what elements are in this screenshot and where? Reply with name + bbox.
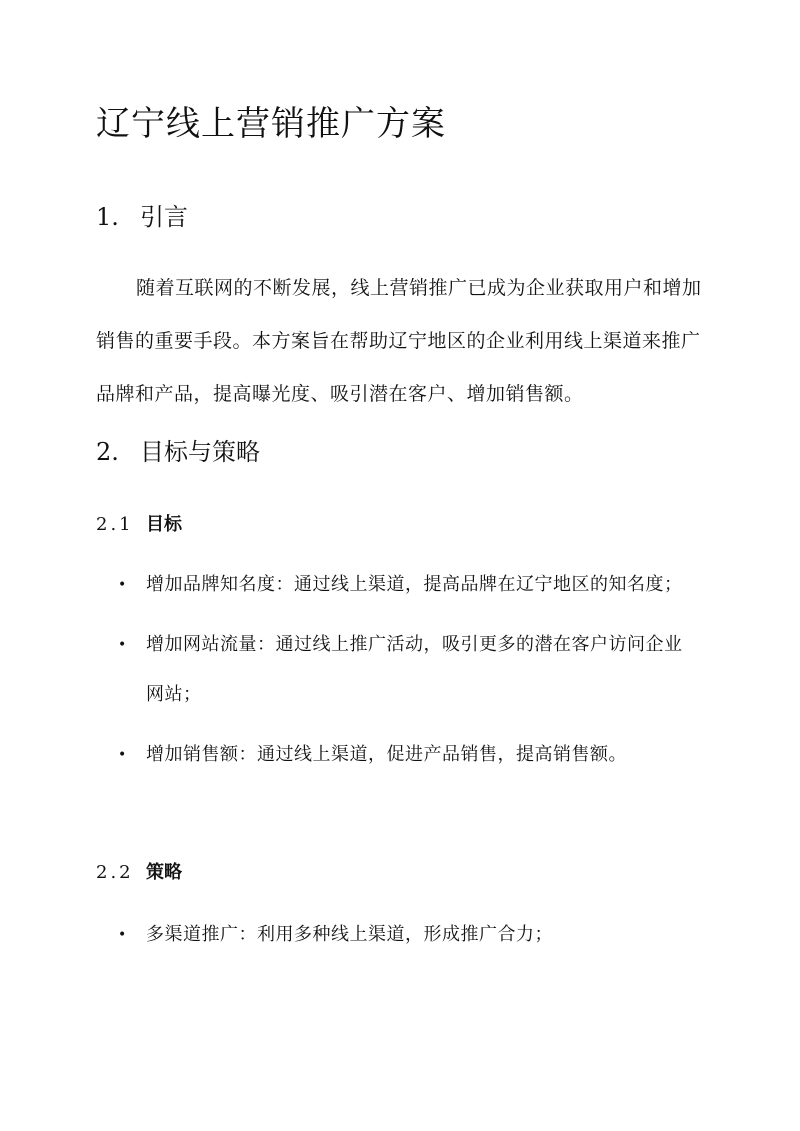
- list-item-text: 多渠道推广：利用多种线上渠道，形成推广合力；: [146, 924, 553, 945]
- subsection-number: 2.2: [96, 862, 134, 883]
- subsection-title: 目标: [146, 514, 182, 535]
- list-item: [96, 910, 716, 960]
- bullet-icon: •: [118, 747, 127, 763]
- bullet-icon: •: [118, 637, 127, 653]
- section-title: 目标与策略: [140, 438, 260, 466]
- document-title: 辽宁线上营销推广方案: [96, 104, 446, 144]
- subsection-heading-strategy: [96, 858, 182, 884]
- section-title: 引言: [140, 203, 188, 231]
- section-heading-introduction: [96, 197, 188, 232]
- list-item-text: 增加销售额：通过线上渠道，促进产品销售，提高销售额。: [146, 744, 627, 765]
- subsection-heading-goals: [96, 510, 182, 536]
- list-item-text: 增加网站流量：通过线上推广活动，吸引更多的潜在客户访问企业网站；: [146, 634, 683, 705]
- list-item-text: 增加品牌知名度：通过线上渠道，提高品牌在辽宁地区的知名度；: [146, 574, 683, 595]
- section-heading-goals-strategy: [96, 432, 260, 467]
- subsection-number: 2.1: [96, 514, 134, 535]
- bullet-icon: •: [118, 927, 127, 943]
- list-item: [96, 620, 716, 720]
- bullet-icon: •: [118, 577, 127, 593]
- section-number: 2.: [96, 438, 119, 466]
- section-number: 1.: [96, 203, 119, 231]
- goals-list: [96, 560, 716, 780]
- strategy-list: [96, 910, 716, 960]
- list-item: [96, 730, 716, 780]
- list-item: [96, 560, 716, 610]
- subsection-title: 策略: [146, 862, 182, 883]
- introduction-paragraph: 随着互联网的不断发展，线上营销推广已成为企业获取用户和增加销售的重要手段。本方案旨在帮助辽宁地区的企业利用线上渠道来推广品牌和产品，提高曝光度、吸引潜在客户、增加销售额。: [96, 277, 702, 405]
